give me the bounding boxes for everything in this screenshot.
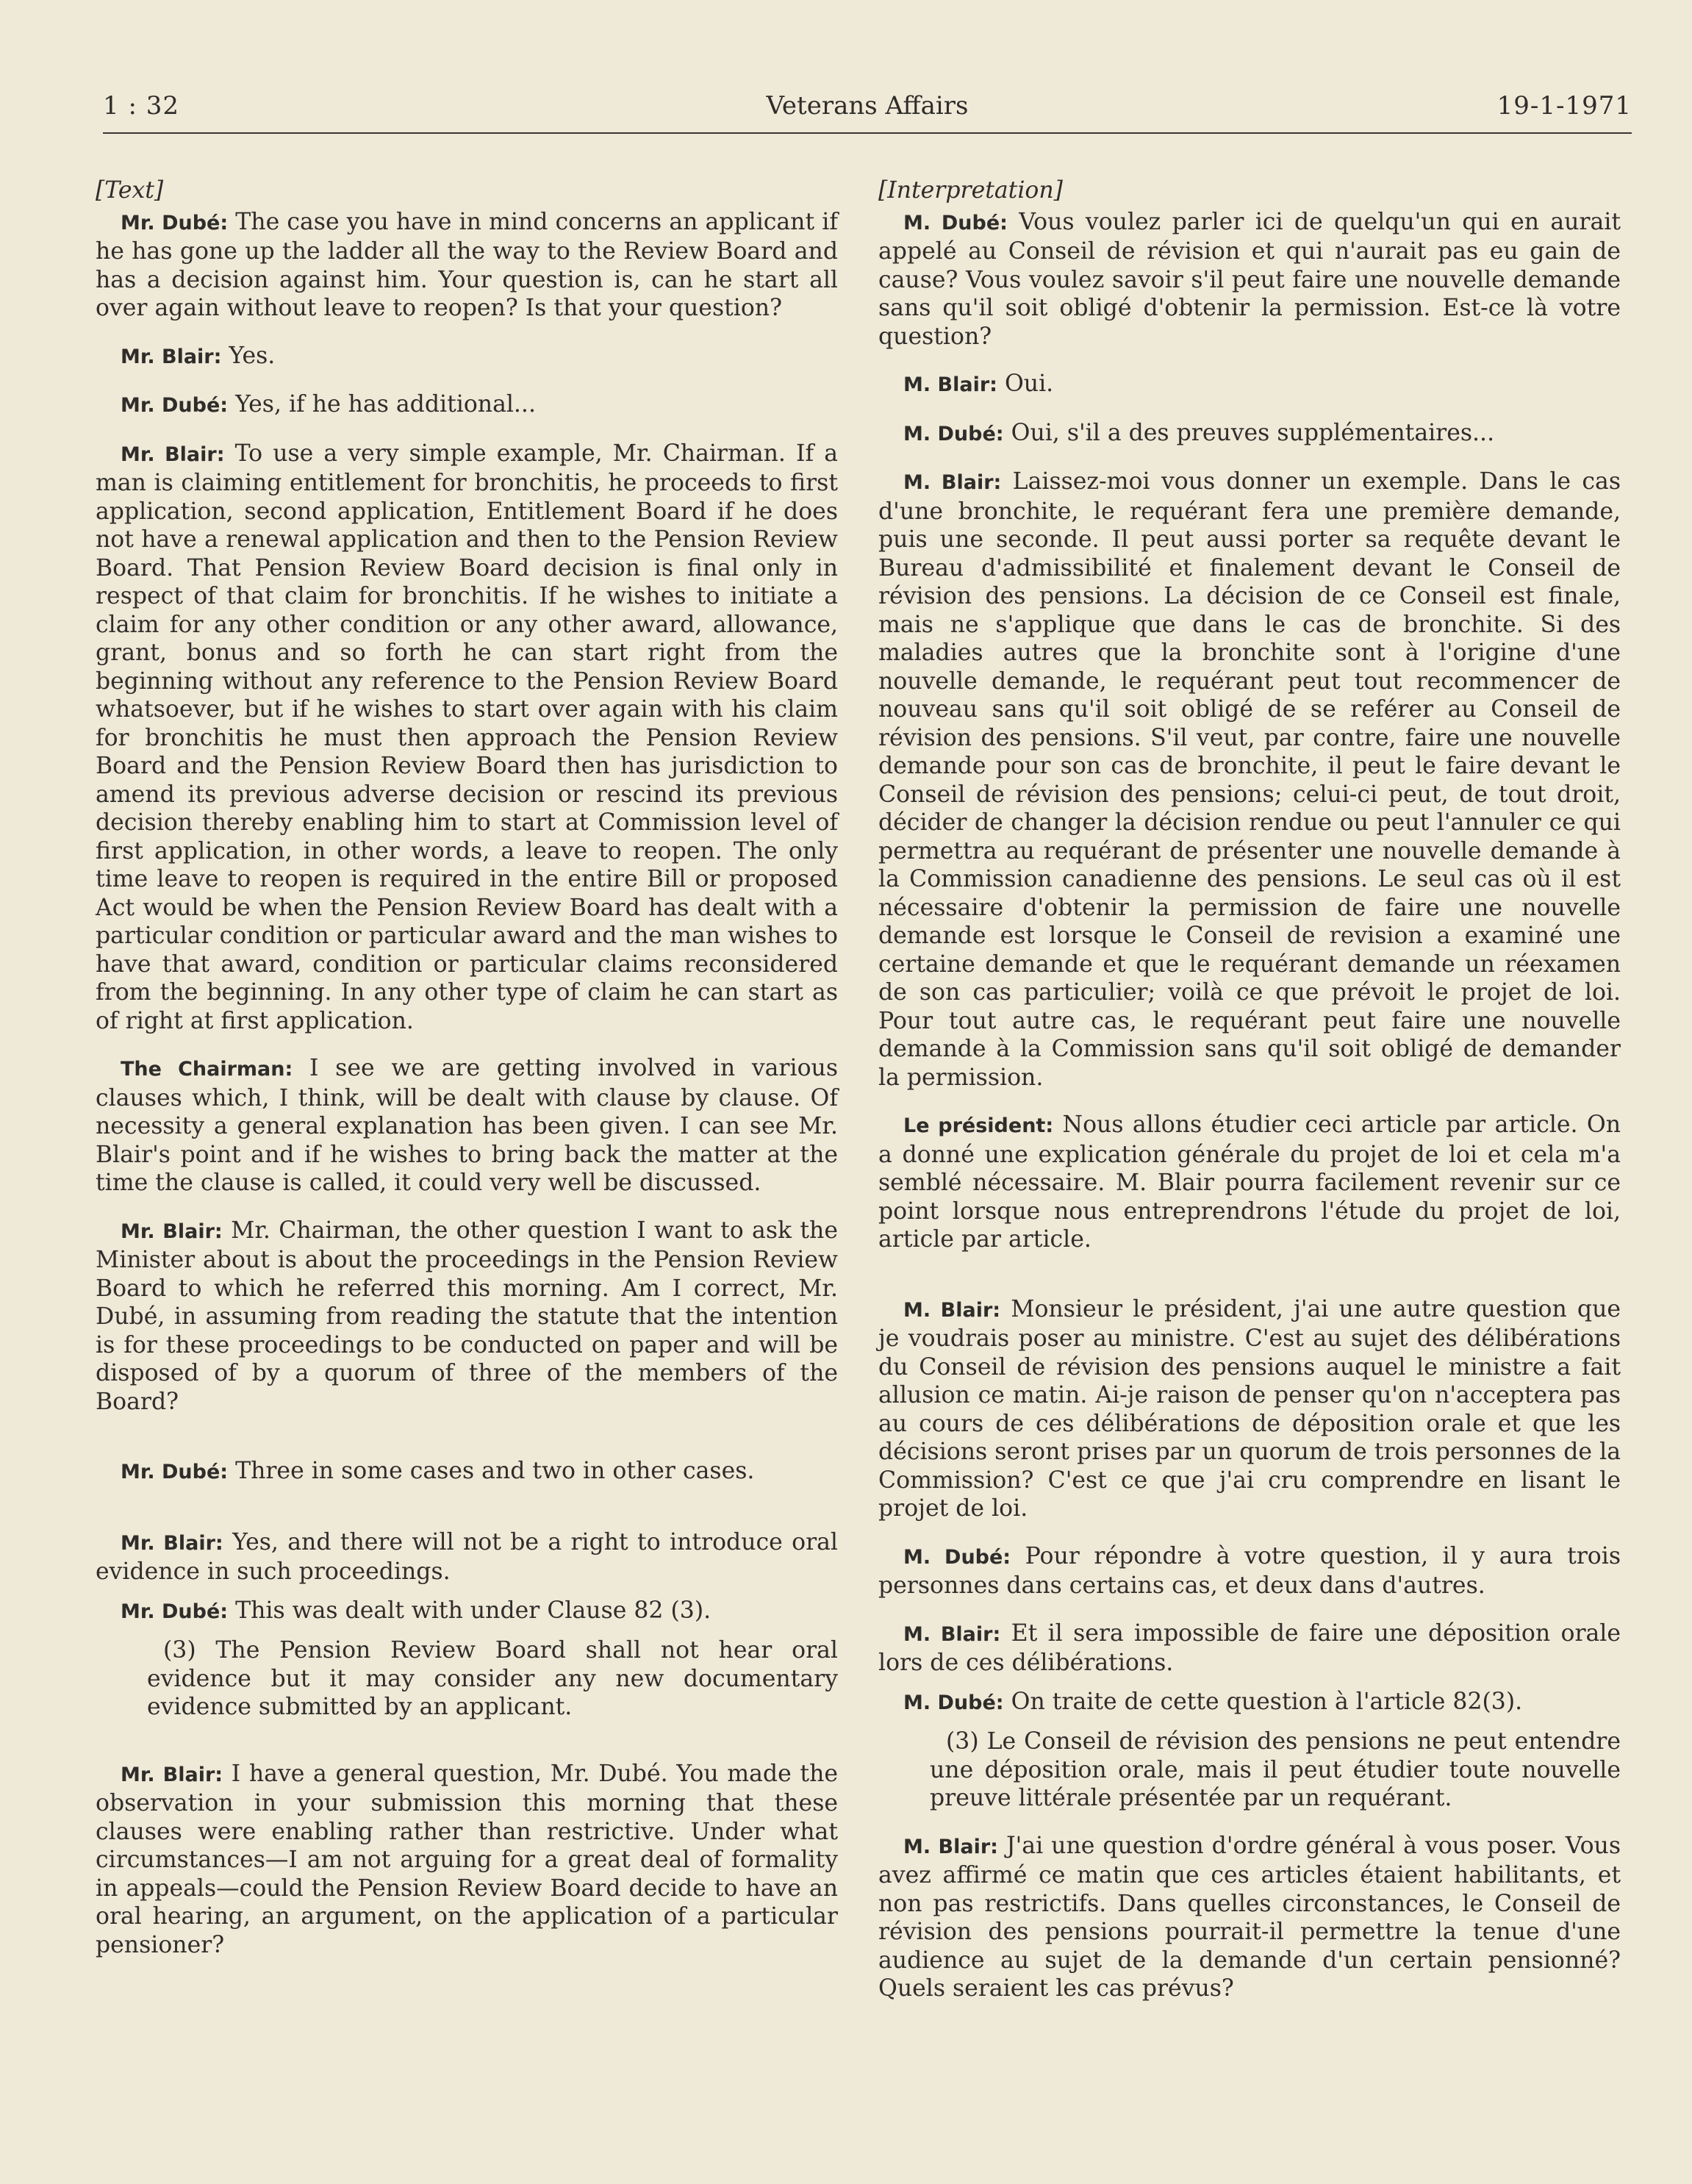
speaker-name: Mr. Blair:	[121, 345, 222, 368]
transcript-paragraph	[96, 1054, 838, 1197]
speech-text: I see we are getting involved in various clauses which, I think, will be dealt with clause by clause. Of necessity a general explanation has been given. I can see Mr. Blair's point and if he wishes to bring back the matter at the time the clause is called, it could very well be discussed.	[96, 1055, 838, 1196]
sitting-date: 19-1-1971	[1496, 91, 1632, 121]
speaker-name: Mr. Dubé:	[121, 1461, 229, 1483]
column-label: [Text]	[96, 177, 164, 204]
speech-text: Pour répondre à votre question, il y aura trois personnes dans certains cas, et deux dans d'autres.	[878, 1542, 1621, 1599]
transcript-paragraph	[878, 370, 1621, 400]
speech-text: J'ai une question d'ordre général à vous poser. Vous avez affirmé ce matin que ces articles étaient habilitants, et non pas restrictifs. Dans quelles circonstances, le Conseil de révision des pensions pourrait-il permettre la tenue d'une audience au sujet de la demande d'un certain pensionné? Quels seraient les cas prévus?	[878, 1832, 1621, 2002]
speech-text: I have a general question, Mr. Dubé. You made the observation in your submission this morning that these clauses were enabling rather than restrictive. Under what circumstances—I am not arguing for a great deal of formality in appeals—could the Pension Review Board decide to have an oral hearing, an argument, on the application of a particular pensioner?	[96, 1760, 838, 1958]
speech-text: Yes, and there will not be a right to introduce oral evidence in such proceedings.	[96, 1528, 838, 1585]
speaker-name: Le président:	[903, 1114, 1054, 1137]
speaker-name: M. Dubé:	[903, 211, 1008, 234]
speaker-name: M. Blair:	[903, 1835, 998, 1858]
speaker-name: Mr. Blair:	[121, 1763, 223, 1786]
speech-text: Vous voulez parler ici de quelqu'un qui en aurait appelé au Conseil de révision et qui n'aurait pas eu gain de cause? Vous voulez savoir s'il peut faire une nouvelle demande sans qu'il soit obligé d'obtenir la permission. Est-ce là votre question?	[878, 208, 1621, 350]
speech-text: Three in some cases and two in other cases.	[228, 1458, 755, 1484]
speech-text: Oui.	[997, 370, 1054, 397]
transcript-paragraph	[96, 1597, 838, 1627]
speech-text: Et il sera impossible de faire une déposition orale lors de ces délibérations.	[878, 1619, 1621, 1676]
speaker-name: M. Dubé:	[903, 1691, 1004, 1714]
page-number: 1 : 32	[103, 91, 179, 121]
transcript-paragraph	[878, 1688, 1621, 1718]
transcript-paragraph	[96, 1457, 838, 1487]
speech-text: Nous allons étudier ceci article par article. On a donné une explication générale du projet de loi et cela m'a semblé nécessaire. M. Blair pourra facilement revenir sur ce point lorsque nous entreprendrons l'étude du projet de loi, article par article.	[878, 1111, 1621, 1253]
speaker-name: Mr. Blair:	[121, 443, 225, 466]
speaker-name: M. Dubé:	[903, 1545, 1011, 1569]
speaker-name: Mr. Dubé:	[121, 211, 229, 234]
transcript-paragraph	[878, 1832, 1621, 2003]
statute-quote: (3) Le Conseil de révision des pensions ne peut entendre une déposition orale, mais il peut étudier toute nouvelle preuve littérale présentée par un requérant.	[930, 1728, 1621, 1811]
transcript-paragraph	[96, 1217, 838, 1417]
speaker-name: The Chairman:	[121, 1058, 293, 1081]
transcript-paragraph	[878, 1619, 1621, 1678]
english-column	[96, 176, 838, 1978]
speaker-name: M. Blair:	[903, 373, 997, 396]
transcript-paragraph	[96, 342, 838, 372]
transcript-paragraph	[96, 440, 838, 1036]
speaker-name: Mr. Blair:	[121, 1220, 223, 1243]
speaker-name: M. Blair:	[903, 471, 1002, 494]
column-label: [Interpretation]	[878, 177, 1063, 204]
speaker-name: Mr. Dubé:	[121, 1600, 229, 1623]
transcript-paragraph	[878, 1295, 1621, 1523]
transcript-paragraph	[878, 208, 1621, 351]
page-header	[103, 87, 1632, 134]
speaker-name: Mr. Dubé:	[121, 394, 229, 417]
speaker-name: M. Dubé:	[903, 422, 1004, 445]
speech-text: This was dealt with under Clause 82 (3).	[228, 1597, 711, 1624]
transcript-paragraph	[878, 1542, 1621, 1600]
speaker-name: Mr. Blair:	[121, 1531, 223, 1555]
transcript-paragraph	[96, 1760, 838, 1960]
running-title: Veterans Affairs	[766, 91, 969, 121]
speech-text: Laissez-moi vous donner un exemple. Dans le cas d'une bronchite, le requérant fera une première demande, puis une seconde. Il peut aussi porter sa requête devant le Bureau d'admissibilité et finalement devant le Conseil de révision des pensions. La décision de ce Conseil est finale, mais ne s'applique que dans le cas de bronchite. Si des maladies autres que la bronchite sont à l'origine d'une nouvelle demande, le requérant peut tout recommencer de nouveau sans qu'il soit obligé de se reférer au Conseil de révision des pensions. S'il veut, par contre, faire une nouvelle demande pour son cas de bronchite, il peut le faire devant le Conseil de révision des pensions; celui-ci peut, de tout droit, décider de changer la décision rendue ou peut l'annuler ce qui permettra au requérant de présenter une nouvelle demande à la Commission canadienne des pensions. Le seul cas où il est nécessaire d'obtenir la permission de faire une nouvelle demande est lorsque le Conseil de revision a examiné une certaine demande et que le requérant demande un réexamen de son cas particulier; voilà ce que prévoit le projet de loi. Pour tout autre cas, le requérant peut faire une nouvelle demande à la Commission sans qu'il soit obligé de demander la permission.	[878, 468, 1621, 1091]
speaker-name: M. Blair:	[903, 1622, 1001, 1646]
speech-text: Yes.	[221, 342, 276, 369]
speech-text: The case you have in mind concerns an applicant if he has gone up the ladder all the way to the Review Board and has a decision against him. Your question is, can he start all over again without leave to reopen? Is that your question?	[96, 208, 838, 321]
french-column	[878, 176, 1621, 2022]
speech-text: Oui, s'il a des preuves supplémentaires...	[1003, 419, 1495, 446]
speech-text: To use a very simple example, Mr. Chairman. If a man is claiming entitlement for bronchitis, he proceeds to first application, second application, Entitlement Board if he does not have a renewal application and then to the Pension Review Board. That Pension Review Board decision is final only in respect of that claim for bronchitis. If he wishes to initiate a claim for any other condition or any other award, allowance, grant, bonus and so forth he can start right from the beginning without any reference to the Pension Review Board whatsoever, but if he wishes to start over again with his claim for bronchitis he must then approach the Pension Review Board and the Pension Review Board then has jurisdiction to amend its previous adverse decision or rescind its previous decision thereby enabling him to start at Commission level of first application, in other words, a leave to reopen. The only time leave to reopen is required in the entire Bill or proposed Act would be when the Pension Review Board has dealt with a particular condition or particular award and the man wishes to have that award, condition or particular claims reconsidered from the beginning. In any other type of claim he can start as of right at first application.	[96, 440, 838, 1034]
transcript-paragraph	[96, 1528, 838, 1586]
speech-text: Yes, if he has additional...	[228, 391, 536, 418]
speech-text: Monsieur le président, j'ai une autre question que je voudrais poser au ministre. C'est au sujet des délibérations du Conseil de révision des pensions auquel le ministre a fait allusion ce matin. Ai-je raison de penser qu'on n'acceptera pas au cours de ces délibérations de déposition orale et que les décisions seront prises par un quorum de trois personnes de la Commission? C'est ce que j'ai cru comprendre en lisant le projet de loi.	[878, 1295, 1621, 1522]
transcript-paragraph	[96, 390, 838, 420]
speech-text: Mr. Chairman, the other question I want to ask the Minister about is about the proceedings in the Pension Review Board to which he referred this morning. Am I correct, Mr. Dubé, in assuming from reading the statute that the intention is for these proceedings to be conducted on paper and will be disposed of by a quorum of three of the members of the Board?	[96, 1217, 838, 1415]
transcript-paragraph	[878, 468, 1621, 1092]
transcript-paragraph	[878, 1111, 1621, 1254]
statute-quote: (3) The Pension Review Board shall not hear oral evidence but it may consider any new documentary evidence submitted by an applicant.	[147, 1637, 838, 1720]
transcript-paragraph	[96, 208, 838, 323]
speaker-name: M. Blair:	[903, 1298, 1001, 1322]
speech-text: On traite de cette question à l'article 82(3).	[1003, 1688, 1523, 1715]
transcript-paragraph	[878, 419, 1621, 449]
